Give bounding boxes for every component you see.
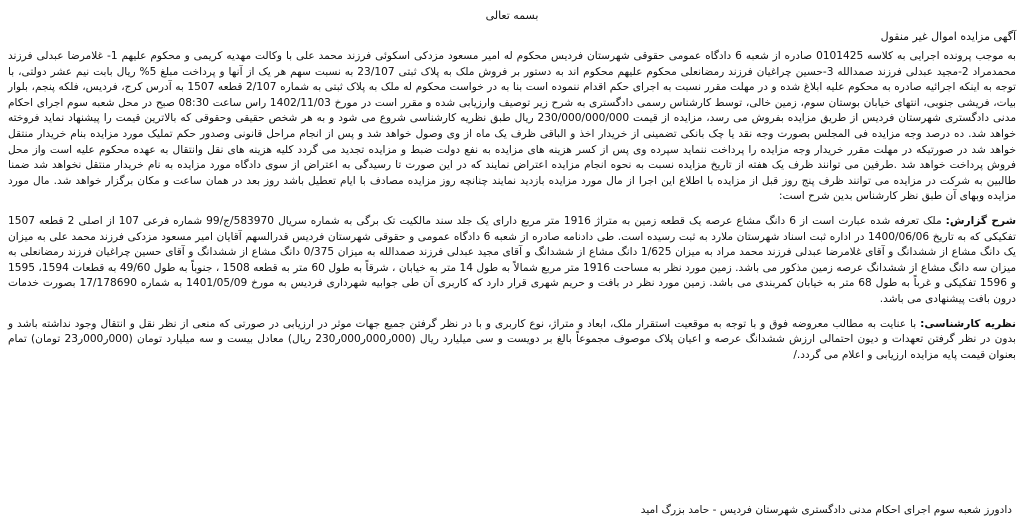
report-paragraph <box>8 214 1016 308</box>
report-heading: شرح گزارش: <box>945 214 1016 227</box>
report-body: ملک تعرفه شده عبارت است از 6 دانگ مشاع عرصه یک قطعه زمین به متراژ 1916 متر مربع دارای یک جلد سند مالکیت تک برگی به شماره سریال 583970/ج/99 شماره فرعی 107 از اصلی 2 قطعه 1507 تفکیکی که به تاریخ 1400/06/06 در اداره ثبت اسناد شهرستان ملارد به ثبت رسیده است. طی دادنامه صادره از شعبه 6 دادگاه عمومی و حقوقی شهرستان فردیس قدرالسهم آقایان امیر مسعود مزدکی فرزند محمد علی به میزان یک دانگ مشاع از ششدانگ و آقای غلامرضا عبدلی فرزند محمد مراد به میزان 1/625 دانگ مشاع از ششدانگ و آقای مجید عبدلی فرزند صمدالله به میزان 0/375 دانگ مشاع از ششدانگ و آقای حسین چراغیان فرزند رمضانعلی به میزان سه دانگ مشاع از ششدانگ عرصه زمین مذکور می باشد. زمین مورد نظر به مساحت 1916 متر مربع شمالاً به طول 14 متر به خیابان ، شرقاً به طول 60 متر به قطعه 1508 ، جنوباً به طول 49/60 به قطعات 1594، 1595 و 1596 تفکیکی و غرباً به طول 68 متر به خیابان کمربندی می باشد. زمین مورد نظر در بافت و حریم شهری قرار دارد که کاربری آن طی جوابیه شهرداری فردیس به مورخ 1401/05/09 به شماره 17/178690 بصورت خدمات درون بافت پیشنهادی می باشد. <box>8 214 1016 305</box>
intro-paragraph: به موجب پرونده اجرایی به کلاسه 0101425 صادره از شعبه 6 دادگاه عمومی حقوقی شهرستان فردیس محکوم له امیر مسعود مزدکی اسکوئی فرزند محمد علی با وکالت مهدیه کریمی و محکوم علیهم 1- غلامرضا عبدلی فرزند محمدمراد 2-مجید عبدلی فرزند صمدالله 3-حسین چراغیان فرزند رمضانعلی محکوم علیهم محکوم اند به دستور بر فروش ملک به پلاک ثبتی 23/107 به نسبت سهم هر یک از آنها و پرداخت مبلغ 5% ریال بابت نیم عشر دولتی، با توجه به اینکه اجرائیه صادره به محکوم علیه ابلاغ شده و در مهلت مقرر نسبت به اجرای حکم اقدام ننموده است بنا به در خواست محکوم له ملک به پلاک ثبتی به شماره 2/107 قطعه 1507 به آدرس کرج، فردیس، فلکه پنجم، بلوار بیات، فریشی جنوبی، انتهای خیابان بوستان سوم، زمین خالی، توسط کارشناس رسمی دادگستری به شرح زیر توصیف وارزیابی شده و مقرر است در مورخ 1402/11/03 راس ساعت 08:30 صبح در محل شعبه سوم اجرای احکام مدنی دادگستری شهرستان فردیس از طریق مزایده بفروش می رسد، مزایده از قیمت 230/000/000/000 ریال طبق نظریه کارشناسی شروع می شود و به هر شخص حقیقی وحقوقی که بالاترین قیمت را پیشنهاد نماید فروخته خواهد شد. ده درصد وجه مزایده فی المجلس بصورت وجه نقد یا چک بانکی تضمینی از خریدار اخذ و الباقی ظرف یک ماه از وی وصول خواهد شد و پس از انجام مراحل قانونی وصدور حکم تملیک مورد مزایده بنام خریدار منتقل خواهد شد در صورتیکه در مهلت مقرر خریدار وجه مزایده را پرداخت ننماید سپرده وی پس از کسر هزینه های مزایده به نفع دولت ضبط و مزایده تجدید می گردد کلیه هزینه های نقل وانتقال به عهده محکوم علیه است واز محل فروش پرداخت خواهد شد .طرفین می توانند ظرف یک هفته از تاریخ مزایده نسبت به نحوه انجام مزایده اعتراض نمایند که در این صورت تا رسیدگی به اعتراض از سوی دادگاه مورد مزایده به نام خریدار منتقل نخواهد شد ضمنا طالبین به شرکت در مزایده می توانند ظرف پنج روز قبل از مزایده با اطلاع این اجرا از مال مورد مزایده بازدید نمایند چنانچه روز مزایده مصادف با ایام تعطیل باشد روز بعد در همان ساعت و مکان برگزار خواهد شد. مال مورد مزایده وبهای آن طبق نظر کارشناس بدین شرح است: <box>8 50 1017 203</box>
document-title: بسمه تعالی <box>485 9 539 22</box>
opinion-body: با عنایت به مطالب معروضه فوق و با توجه به موقعیت استقرار ملک، ابعاد و متراژ، نوع کاربری و با در نظر گرفتن جمیع جهات موثر در ارزیابی در صورتی که منعی از نظر نقل و انتقال وجود نداشته باشد و بدون در نظر گرفتن تعهدات و دیون احتمالی ارزش ششدانگ عرصه و اعیان پلاک موصوف مجموعاً بالغ بر دویست و سی میلیارد ریال (000ر000ر000ر230 ریال) معادل بیست و سه میلیارد تومان (000ر000ر23 تومان) تمام بعنوان قیمت پایه مزایده ارزیابی و اعلام می گردد./ <box>8 317 1016 361</box>
opinion-paragraph <box>8 317 1016 364</box>
document-subtitle: آگهی مزایده اموال غیر منقول <box>880 30 1016 43</box>
opinion-heading: نظریه کارشناسی: <box>920 317 1016 330</box>
auction-notice-page <box>8 8 1016 518</box>
signature-line: دادورز شعبه سوم اجرای احکام مدنی دادگستری شهرستان فردیس - حامد بزرگ امید <box>640 504 1012 516</box>
